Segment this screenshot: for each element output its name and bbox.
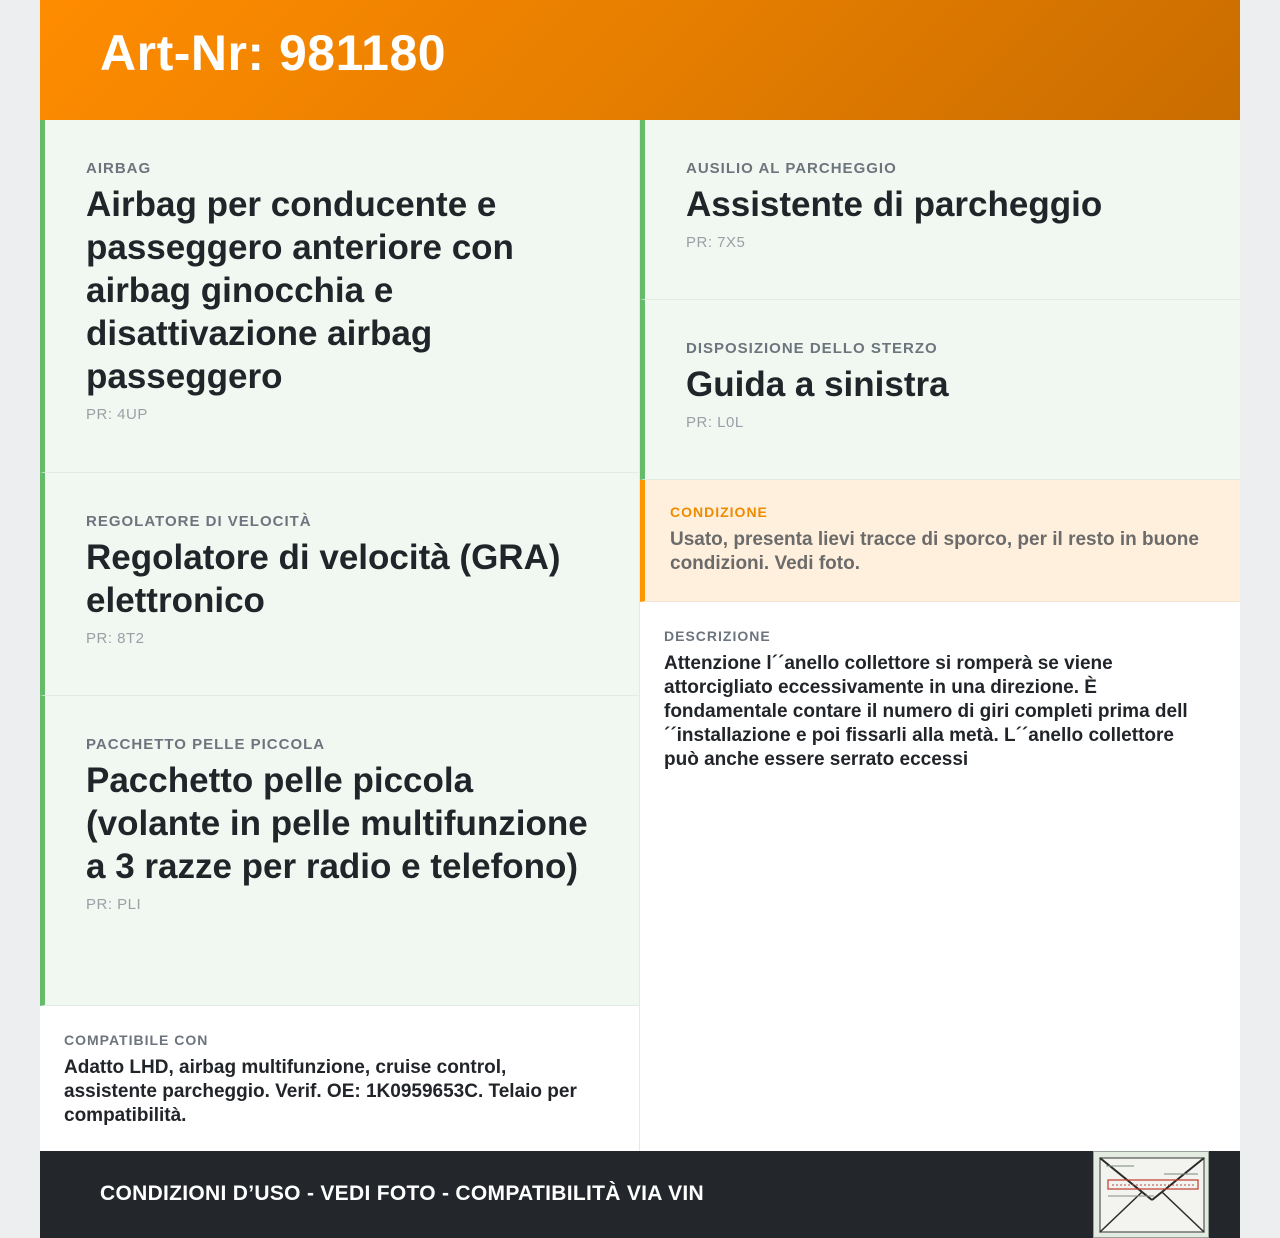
condition-label: CONDIZIONE	[670, 504, 768, 520]
compatibility-section	[40, 1006, 639, 1128]
header-bar	[40, 0, 1240, 120]
photo-thumbnail-image	[1094, 1152, 1209, 1238]
article-number-title: Art-Nr: 981180	[100, 25, 447, 81]
feature-card-parking-assist	[640, 120, 1240, 300]
feature-card-leather-package	[40, 696, 639, 1006]
feature-category: REGOLATORE DI VELOCITÀ	[86, 513, 312, 530]
left-column	[40, 120, 639, 1128]
feature-title: Airbag per conducente e passeggero anteriore con airbag ginocchia e disattivazione airbag passeggero	[86, 185, 514, 396]
feature-card-cruise-control	[40, 473, 639, 696]
feature-title: Guida a sinistra	[686, 365, 949, 404]
feature-pr-code: PR: 8T2	[86, 630, 145, 647]
feature-category: AUSILIO AL PARCHEGGIO	[686, 160, 897, 177]
description-label: DESCRIZIONE	[664, 628, 771, 644]
product-photo-thumbnail-icon[interactable]	[1093, 1151, 1209, 1238]
right-column	[640, 120, 1240, 772]
feature-pr-code: PR: PLI	[86, 896, 142, 913]
feature-pr-code: PR: 4UP	[86, 406, 148, 423]
feature-title: Assistente di parcheggio	[686, 185, 1103, 224]
compatibility-label: COMPATIBILE CON	[64, 1032, 209, 1048]
condition-text: Usato, presenta lievi tracce di sporco, per il resto in buone condizioni. Vedi foto.	[670, 529, 1199, 574]
feature-category: PACCHETTO PELLE PICCOLA	[86, 736, 326, 753]
footer-text: CONDIZIONI D’USO - VEDI FOTO - COMPATIBILITÀ VIA VIN	[100, 1182, 704, 1205]
feature-card-airbag	[40, 120, 639, 473]
feature-card-steering	[640, 300, 1240, 480]
compatibility-text: Adatto LHD, airbag multifunzione, cruise control, assistente parcheggio. Verif. OE: 1K0959653C. Telaio per compatibilità.	[64, 1057, 577, 1126]
feature-pr-code: PR: 7X5	[686, 234, 746, 251]
feature-category: AIRBAG	[86, 160, 152, 177]
condition-box	[640, 480, 1240, 602]
feature-title: Pacchetto pelle piccola (volante in pelle multifunzione a 3 razze per radio e telefono)	[86, 761, 588, 886]
feature-category: DISPOSIZIONE DELLO STERZO	[686, 340, 938, 357]
feature-pr-code: PR: L0L	[686, 414, 744, 431]
description-section	[640, 602, 1240, 772]
description-text: Attenzione l´´anello collettore si romperà se viene attorcigliato eccessivamente in una direzione. È fondamentale contare il numero di giri completi prima dell´´installazione e poi fissarli alla metà. L´´anello collettore può anche essere serrato eccessi	[664, 653, 1188, 770]
product-card	[40, 0, 1240, 1238]
feature-title: Regolatore di velocità (GRA) elettronico	[86, 538, 561, 620]
footer-bar	[40, 1151, 1240, 1238]
